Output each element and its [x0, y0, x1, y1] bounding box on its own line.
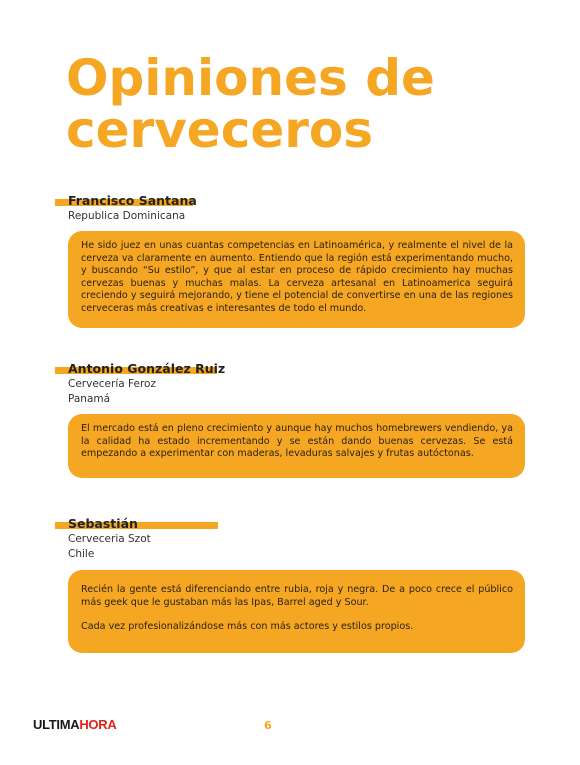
person-brewery: Cerveceria Szot	[68, 533, 151, 545]
person-name: Antonio González Ruiz	[68, 361, 226, 376]
quote-text: Recién la gente está diferenciando entre rubia, roja y negra. De a poco crece el público más geek que le gustaban más las Ipas, Barrel aged y Sour.	[81, 584, 513, 608]
quote-text: Cada vez profesionalizándose más con más actores y estilos propios.	[81, 621, 414, 633]
name-row	[0, 516, 580, 532]
person-name: Sebastián	[68, 516, 138, 531]
quote-text: El mercado está en pleno crecimiento y aunque hay muchos homebrewers vendiendo, ya la calidad ha estado incrementando y se están dando buenas cervezas. Se está empezando a experimentar con maderas, levaduras salvajes y frutas autóctonas.	[81, 423, 513, 460]
page-number: 6	[264, 719, 272, 732]
quote-bubble-antonio	[68, 414, 525, 478]
person-name: Francisco Santana	[68, 193, 197, 208]
page-title-line-2: cerveceros	[66, 101, 374, 159]
name-row	[0, 193, 580, 209]
person-country: Chile	[68, 548, 95, 560]
logo-part-ultima: ULTIMA	[33, 717, 80, 732]
quote-bubble-sebastian	[68, 570, 525, 653]
opinion-card-sebastian	[0, 516, 580, 562]
name-row	[0, 361, 580, 377]
opinion-card-francisco	[0, 193, 580, 224]
quote-bubble-francisco	[68, 231, 525, 328]
page-title	[66, 49, 536, 159]
page-title-line-1: Opiniones de	[66, 49, 435, 107]
quote-text: He sido juez en unas cuantas competencias en Latinoamérica, y realmente el nivel de la cerveza va claramente en aumento. Entiendo que la región está experimentando mucho, y buscando “Su estilo”, y que al estar en proceso de rápido crecimiento hay muchas cervezas buenas y muchas malas. La cerveza artesanal en Latinoamerica seguirá creciendo y seguirá mejorando, y tiene el potencial de convertirse en una de las regiones cerveceras más creativas e interesantes de todo el mundo.	[81, 240, 513, 314]
logo-part-hora: HORA	[79, 717, 117, 732]
person-country: Republica Dominicana	[68, 210, 186, 222]
person-country: Panamá	[68, 393, 111, 405]
person-brewery: Cervecería Feroz	[68, 378, 156, 390]
opinion-card-antonio	[0, 361, 580, 407]
ultimahora-logo	[33, 718, 116, 732]
